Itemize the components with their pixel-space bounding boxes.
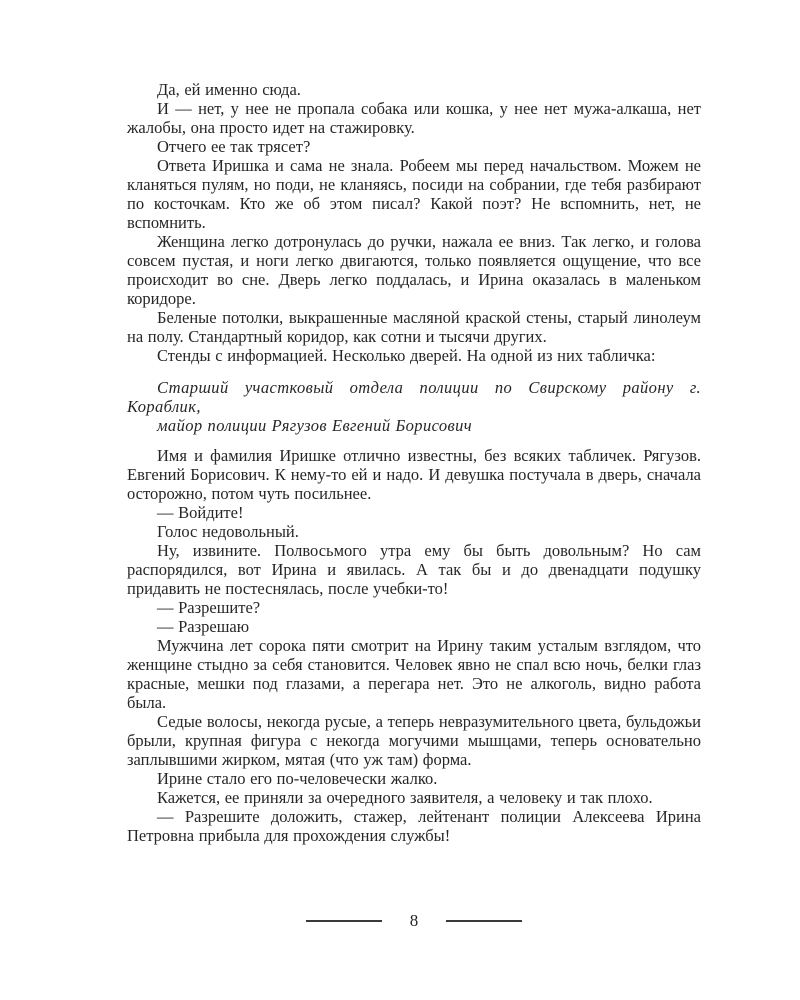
paragraph: Беленые потолки, выкрашенные масляной краской стены, старый линолеум на полу. Стандартный коридор, как сотни и тысячи других.: [127, 308, 701, 346]
paragraph: Старший участковый отдела полиции по Свирскому району г. Кораблик,: [127, 378, 701, 416]
section-narrative-bottom: [127, 446, 701, 845]
paragraph: — Разрешите?: [157, 598, 261, 617]
paragraph: Имя и фамилия Иришке отлично известны, без всяких табличек. Рягузов. Евгений Борисович. К нему-то ей и надо. И девушка постучала в дверь, сначала осторожно, потом чуть посильнее.: [127, 446, 701, 503]
paragraph: Ирине стало его по-человечески жалко.: [157, 769, 438, 788]
section-door-plaque: [127, 378, 701, 435]
paragraph: И — нет, у нее не пропала собака или кошка, у нее нет мужа-алкаша, нет жалобы, она просто идет на стажировку.: [127, 99, 701, 137]
paragraph: Кажется, ее приняли за очередного заявителя, а человеку и так плохо.: [157, 788, 653, 807]
footer-rule-right: [446, 920, 522, 922]
paragraph: Ответа Иришка и сама не знала. Робеем мы перед начальством. Можем не кланяться пулям, но поди, не кланяясь, посиди на собрании, где тебя разбирают по косточкам. Кто же об этом писал? Какой поэт? Не вспомнить, нет, не вспомнить.: [127, 156, 701, 232]
paragraph: — Войдите!: [157, 503, 244, 522]
page-number: 8: [409, 911, 419, 930]
paragraph: Голос недовольный.: [157, 522, 299, 541]
text-block: [127, 80, 701, 845]
paragraph: Мужчина лет сорока пяти смотрит на Ирину таким усталым взглядом, что женщине стыдно за себя становится. Человек явно не спал всю ночь, белки глаз красные, мешки под глазами, а перегара нет. Это не алкоголь, видно работа была.: [127, 636, 701, 712]
paragraph: — Разрешите доложить, стажер, лейтенант полиции Алексеева Ирина Петровна прибыла для прохождения службы!: [127, 807, 701, 845]
paragraph: Седые волосы, некогда русые, а теперь невразумительного цвета, бульдожьи брыли, крупная фигура с некогда могучими мышцами, теперь основательно заплывшими жирком, мятая (что уж там) форма.: [127, 712, 701, 769]
paragraph: — Разрешаю: [157, 617, 250, 636]
page-footer: [127, 910, 701, 932]
paragraph: Женщина легко дотронулась до ручки, нажала ее вниз. Так легко, и голова совсем пустая, и ноги легко двигаются, только появляется ощущение, что все происходит во сне. Дверь легко поддалась, и Ирина оказалась в маленьком коридоре.: [127, 232, 701, 308]
footer-rule-left: [306, 920, 382, 922]
paragraph: Ну, извините. Полвосьмого утра ему бы быть довольным? Но сам распорядился, вот Ирина и явилась. А так бы и до двенадцати подушку придавить не постеснялась, после учебки-то!: [127, 541, 701, 598]
section-narrative-top: [127, 80, 701, 365]
paragraph: Отчего ее так трясет?: [157, 137, 311, 156]
paragraph: майор полиции Рягузов Евгений Борисович: [157, 416, 473, 435]
paragraph: Да, ей именно сюда.: [157, 80, 301, 99]
paragraph: Стенды с информацией. Несколько дверей. На одной из них табличка:: [157, 346, 656, 365]
